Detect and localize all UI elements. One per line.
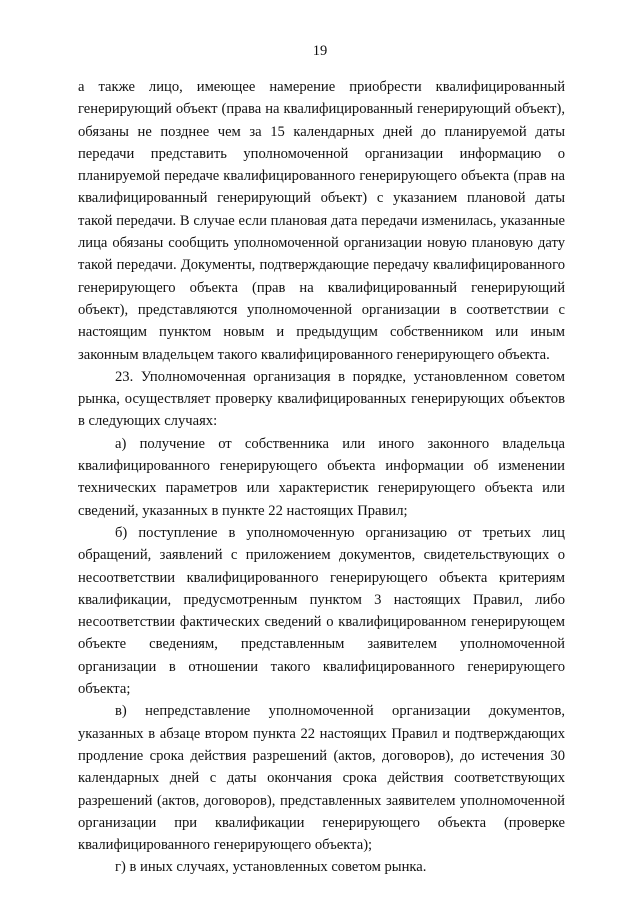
paragraph-item-g: г) в иных случаях, установленных советом рынка.	[115, 859, 427, 876]
paragraph-item-b: б) поступление в уполномоченную организацию от третьих лиц обращений, заявлений с приложением документов, свидетельствующих о несоответствии квалифицированного генерирующего объекта критериям квалификации, предусмотренным пунктом 3 настоящих Правил, либо несоответствии фактических сведений о квалифицированном генерирующем объекте сведениям, представленным заявителем уполномоченной организации в отношении такого квалифицированного генерирующего объекта;	[78, 524, 565, 698]
paragraph-item-v: в) непредставление уполномоченной организации документов, указанных в абзаце втором пункта 22 настоящих Правил и подтверждающих продление срока действия разрешений (актов, договоров), до истечения 30 календарных дней с даты окончания срока действия соответствующих разрешений (актов, договоров), представленных заявителем уполномоченной организации при квалификации генерирующего объекта (проверке квалифицированного генерирующего объекта);	[78, 703, 565, 854]
document-body	[78, 76, 565, 879]
page-number: 19	[312, 43, 328, 59]
paragraph-continuation: а также лицо, имеющее намерение приобрести квалифицированный генерирующий объект (права на квалифицированный генерирующий объект), обязаны не позднее чем за 15 календарных дней до планируемой даты передачи представить уполномоченной организации информацию о планируемой передаче квалифицированного генерирующего объекта (прав на квалифицированный генерирующий объект) с указанием плановой даты такой передачи. В случае если плановая дата передачи изменилась, указанные лица обязаны сообщить уполномоченной организации новую плановую дату такой передачи. Документы, подтверждающие передачу квалифицированного генерирующего объекта (прав на квалифицированный генерирующий объект), представляются уполномоченной организации в соответствии с настоящим пунктом новым и предыдущим собственником или иным законным владельцем такого квалифицированного генерирующего объекта.	[78, 79, 565, 363]
paragraph-item-23: 23. Уполномоченная организация в порядке, установленном советом рынка, осуществляет проверку квалифицированных генерирующих объектов в следующих случаях:	[78, 368, 565, 430]
paragraph-item-a: а) получение от собственника или иного законного владельца квалифицированного генерирующего объекта информации об изменении технических параметров или характеристик генерирующего объекта или сведений, указанных в пункте 22 настоящих Правил;	[78, 435, 565, 519]
